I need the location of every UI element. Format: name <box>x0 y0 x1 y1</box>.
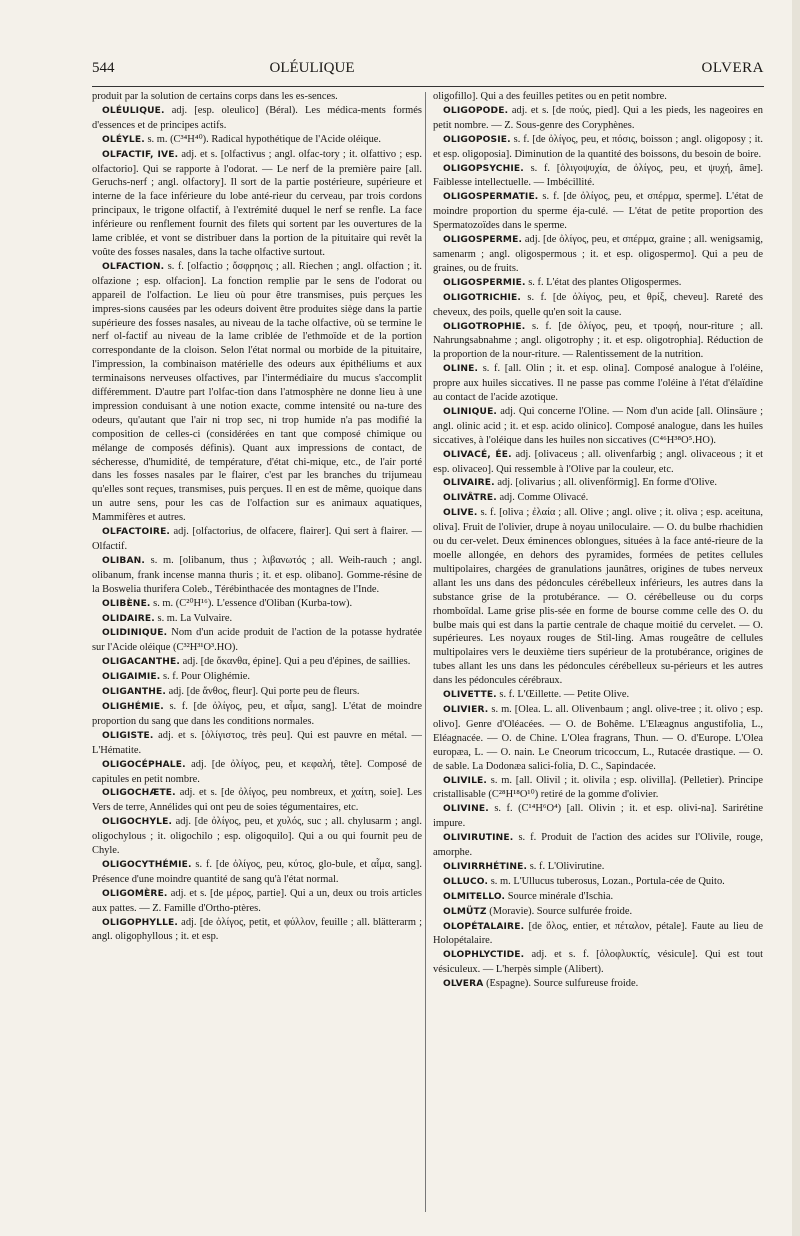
dictionary-entry <box>433 688 763 703</box>
entry-headword: OLIGANTHE. <box>102 687 167 698</box>
dictionary-entry <box>433 802 763 831</box>
entry-text: adj. [de ὀλίγος, peu, et σπέρμα, graine ; all. wenigsamig, samenarm ; angl. oligospermous ; it. et esp. oligospermo]. Qui a peu de graines, ou de fruits. <box>433 234 763 274</box>
entry-headword: OLIVIER. <box>443 704 489 715</box>
entry-text: adj. et s. [de πούς, pied]. Qui a les pieds, les nageoires en petit nombre. — Z. Sous-genre des Coryphènes. <box>433 104 763 131</box>
entry-text: adj. et s. [de ὀλίγος, peu nombreux, et χαίτη, soie]. Les Vers de terre, Annélides qui ont peu de soies tégumentaires, etc. <box>92 787 422 814</box>
entry-headword: OLIVE. <box>443 508 478 519</box>
entry-headword: OLIGOTROPHIE. <box>443 321 526 332</box>
entry-headword: OLIVACÉ, ÉE. <box>443 449 512 460</box>
entry-headword: OLIGOPOSIE. <box>443 134 511 145</box>
dictionary-entry <box>433 291 763 320</box>
entry-text: s. f. [de ὀλίγος, peu, et θρίξ, cheveu]. Rareté des cheveux, des poils, quelle qu'en soit la cause. <box>433 291 763 318</box>
dictionary-entry <box>433 448 763 477</box>
entry-text: adj. et s. [olfactivus ; angl. olfac-tory ; it. olfattivo ; esp. olfactorio]. Qui se rapporte à l'odorat. — Le nerf de la première paire [all. Geruchs-nerf ; angl. olfactory]. Il sort de la partie postérieure, supérieure et interne de la face inférieure du lobe anté-rieur du cerveau, par trois cordons principaux, le trigone olfactif, à l'extrémité duquel le nerf se renfle. La face inférieure ou renflement fournit des filets qui sortent par les ouvertures de la lame criblée, et vont se distribuer dans la portion de la pituitaire qui revêt la voûte des fosses nasales, dans la tache olfactive surtout. <box>92 148 422 258</box>
dictionary-entry <box>433 860 763 875</box>
right-column <box>433 90 763 992</box>
entry-text: adj. [de ὀλίγος, peu, et κεφαλή, tête]. Composé de capitules en petit nombre. <box>92 758 422 785</box>
dictionary-entry <box>433 320 763 363</box>
entry-headword: OLIVIRUTINE. <box>443 833 514 844</box>
dictionary-entry <box>433 831 763 860</box>
entry-text: s. f. [de ὀλίγος, peu, et πόσις, boisson ; angl. oligoposy ; it. et esp. oligoposia]. Diminution de la quantité des boissons, du besoin de boire. <box>433 133 763 160</box>
entry-headword: OLMITELLO. <box>443 891 506 902</box>
entry-text: s. f. [ὀλιγοψυχία, de ὀλίγος, peu, et ψυχή, âme]. Faiblesse intellectuelle. — Imbécillité. <box>433 162 763 189</box>
entry-headword: OLIGOCHYLE. <box>102 817 173 828</box>
dictionary-entry <box>433 948 763 977</box>
dictionary-entry <box>92 758 422 787</box>
entry-headword: OLIGOSPERME. <box>443 235 523 246</box>
entry-text: s. f. [de ὀλίγος, peu, et σπέρμα, sperme]. L'état de moindre proportion du sperme éja-culé. — L'état de petite proportion des Spermatozoïdes dans le sperme. <box>433 191 763 232</box>
dictionary-entry <box>433 476 763 491</box>
entry-headword: OLFACTOIRE. <box>102 527 171 538</box>
entry-headword: OLIGOPHYLLE. <box>102 917 179 928</box>
dictionary-entry <box>433 233 763 276</box>
header-rule <box>92 86 764 87</box>
entry-text: [de ὅλος, entier, et πέταλον, pétale]. Faute au lieu de Holopétalaire. <box>433 920 763 947</box>
entry-headword: OLIGHÉMIE. <box>102 701 164 712</box>
entry-text: s. m. [Olea. L. all. Olivenbaum ; angl. olive-tree ; it. olivo ; esp. olivo]. Genre d'Oléacées. — O. de Bohême. L'Elæagnus angustifolia, L., Eléagnacée. — O. de Chine. L'Olea fragrans, Thun. — O. d'Europe. L'Olea europæa, L. — O. nain. Le Cneorum tricoccum, L., Rutacée drastique. — O. de sable. La Dodonæa salici-folia, D. C., Sapindacée. <box>433 703 763 772</box>
dictionary-entry <box>92 858 422 887</box>
entry-headword: OLIGOSPERMATIE. <box>443 192 539 203</box>
dictionary-entry <box>92 729 422 758</box>
dictionary-entry <box>92 104 422 133</box>
dictionary-entry <box>92 525 422 554</box>
dictionary-entry <box>433 977 763 992</box>
entry-headword: OLIVETTE. <box>443 690 497 701</box>
entry-headword: OLIBÈNE. <box>102 598 151 609</box>
dictionary-entry <box>433 890 763 905</box>
entry-headword: OLINIQUE. <box>443 406 498 417</box>
dictionary-entry <box>433 276 763 291</box>
dictionary-entry <box>92 685 422 700</box>
dictionary-entry <box>433 362 763 405</box>
entry-headword: OLLUCO. <box>443 876 489 887</box>
entry-text: adj. [de ὀλίγος, peu, et χυλός, suc ; all. chylusarm ; angl. oligochylous ; it. oligochilo ; esp. oligoquilo]. Qui a ou qui fournit peu de Chyle. <box>92 816 422 857</box>
entry-text: adj. [esp. oleulico] (Béral). Les médica-ments formés d'essences et de principes actifs. <box>92 104 422 131</box>
entry-text: adj. [olfactorius, de olfacere, flairer]. Qui sert à flairer. — Olfactif. <box>92 526 422 552</box>
entry-text: Nom d'un acide produit de l'action de la potasse hydratée sur l'Acide oléique (C³²H³¹O³.HO). <box>92 627 422 654</box>
entry-text: s. m. [olibanum, thus ; λιβανωτός ; all. Weih-rauch ; angl. olibanum, frank incense manna thuris ; it. et esp. olibano]. Gomme-résine de la Boswelia thurifera Coleb., Térébinthacée des montagnes de l'Inde. <box>92 554 422 595</box>
dictionary-entry <box>92 597 422 612</box>
entry-text: adj. [de ὄκανθα, épine]. Qui a peu d'épines, de saillies. <box>180 656 411 668</box>
entry-text: produit par la solution de certains corps dans les es-sences. <box>92 91 338 102</box>
entry-text: adj. [olivarius ; all. olivenförmig]. En forme d'Olive. <box>494 477 717 489</box>
entry-text: s. f. [oliva ; ἐλαία ; all. Olive ; angl. olive ; it. oliva ; esp. aceituna, oliva]. Fruit de l'olivier, drupe à noyau uniloculaire. — O. du bulbe rhachidien ou du cer-velet. Deux éminences oblongues, situées à la face anté-rieure de la moelle allongée, en dehors des pyramides, formées de petites cellules multipolaires, chargées de granulations jaunâtres, origines de tubes nerveux allant les uns dans des pédoncules cérébelleux inférieurs, les autres dans la substance grise de la protubérance. — O. cérébelleuse ou du corps rhomboïdal. Lame grise plis-sée en forme de bourse comme celle des O. du bulbe mais qui est dans la partie centrale de chaque moitié du cervelet. — O. supérieures. Les noyaux rouges de Stil-ling. Amas rougeâtre de cellules multipolaires vers le deuxième tiers supérieur de la protubérance, origines de tubes allant les uns dans les pédoncules cérébelleux su-périeurs et les autres dans les pédoncules cérébraux. <box>433 507 763 687</box>
dictionary-entry <box>433 405 763 448</box>
entry-text: s. m. [all. Olivil ; it. olivila ; esp. olivilla]. (Pelletier). Principe cristallisable (C²⁸H¹⁸O¹⁰) retiré de la gomme d'olivier. <box>433 774 763 801</box>
dictionary-entry <box>433 875 763 890</box>
entry-text: oligofillo]. Qui a des feuilles petites ou en petit nombre. <box>433 91 667 102</box>
dictionary-entry <box>92 700 422 729</box>
dictionary-entry <box>433 905 763 920</box>
entry-headword: OLIDAIRE. <box>102 613 155 624</box>
entry-headword: OLIGISTE. <box>102 730 154 741</box>
dictionary-entry <box>433 190 763 233</box>
entry-text: adj. et s. [ὀλίγιστος, très peu]. Qui est pauvre en métal. — L'Hématite. <box>92 729 422 756</box>
left-column <box>92 90 422 944</box>
entry-text: (Moravie). Source sulfurée froide. <box>486 905 633 917</box>
dictionary-entry <box>433 162 763 191</box>
entry-headword: OLVERA <box>443 979 484 990</box>
entry-headword: OLIGACANTHE. <box>102 657 181 668</box>
entry-headword: OLOPÉTALAIRE. <box>443 921 525 932</box>
dictionary-entry <box>433 491 763 506</box>
dictionary-entry <box>92 626 422 655</box>
dictionary-entry <box>92 670 422 685</box>
dictionary-entry <box>92 133 422 148</box>
entry-headword: OLMÜTZ <box>443 906 487 917</box>
entry-text: s. f. [de ὀλίγος, peu, et αἷμα, sang]. L'état de moindre proportion du sang que dans les conditions normales. <box>92 700 422 727</box>
entry-text: adj. et s. f. [ὁλοφλυκτίς, vésicule]. Qui est tout vésiculeux. — L'herpès simple (Alibert). <box>433 949 763 976</box>
entry-text: s. f. [olfactio ; ὄσφρησις ; all. Riechen ; angl. olfaction ; it. olfazione ; esp. olfacion]. La fonction remplie par le sens de l'odorat ou appareil de l'olfaction. Le lieu où pour être transmises, puis perçues les impres-sions causées par les odeurs doivent être produites siège dans la partie supérieure des fosses nasales, au niveau de la tache olfactive, où se termine le nerf ol-factif au niveau de la lame criblée de l'ethmoïde et de la portion correspondante de la cloison. Selon l'état normal ou morbide de la pituitaire, l'impression, la combinaison matérielle des odeurs aux épithéliums et aux terminaisons nerveuses olfactives, par l'intermédiaire du mucus s'accomplit différemment. D'autre part l'olfac-tion dans l'atmosphère ne donne lieu à une impression conduisant à une notion exacte, comme intensité ou na-ture des odeurs, qu'autant que l'air ni trop sec, ni trop humide n'a pas modifié la composition de celles-ci (considérées en tant que composé chimique ou mélange de composés définis). Quant aux impressions de contact, de sécheresse, d'humidité, de température, d'état chi-mique, etc., de l'air porté dans les fosses nasales par le flairer, c'est par les branches du trijumeau qu'elles sont reçues, transmises, puis perçues. Il en est de même, quoique dans un autre sens, pour les cas de l'olfaction sur es animaux aquatiques, Mammifères et autres. <box>92 260 422 524</box>
entry-headword: OLOPHLYCTIDE. <box>443 950 525 961</box>
entry-text: s. f. L'Olivirutine. <box>527 860 605 872</box>
entry-text: s. f. [de ὀλίγος, peu, κύτος, glo-bule, et αἷμα, sang]. Présence d'une moindre quantité de sang qu'à l'état normal. <box>92 858 422 885</box>
header-left-word: OLÉULIQUE <box>269 60 355 76</box>
entry-headword: OLFACTION. <box>102 261 165 272</box>
entry-text: s. m. (C²⁰H¹⁶). L'essence d'Oliban (Kurba-tow). <box>150 597 353 609</box>
entry-headword: OLÉYLE. <box>102 134 145 145</box>
running-header <box>92 58 764 84</box>
entry-headword: OLIBAN. <box>102 555 145 566</box>
entry-headword: OLIVAIRE. <box>443 478 495 489</box>
entry-text: s. m. (C³⁴H⁴⁰). Radical hypothétique de l'Acide oléique. <box>144 133 382 145</box>
entry-headword: OLIVIRRHÉTINE. <box>443 861 528 872</box>
entry-headword: OLIGOMÈRE. <box>102 888 168 899</box>
entry-text: s. f. (C¹⁴H⁶O⁴) [all. Olivin ; it. et esp. olivi-na]. Sarirétine impure. <box>433 803 763 830</box>
entry-text: s. f. [de ὀλίγος, peu, et τροφή, nour-riture ; all. Nahrungsabnahme ; angl. oligotrophy ; it. et esp. oligotrophia]. Réduction de la proportion de la nour-riture. — Ralentissement de la nutrition. <box>433 320 763 361</box>
dictionary-entry <box>92 786 422 815</box>
entry-text: adj. [de ὀλίγος, petit, et φύλλον, feuille ; all. blätterarm ; angl. oligophyllous ; it. et esp. <box>92 916 422 943</box>
entry-headword: OLIVÂTRE. <box>443 493 497 504</box>
entry-headword: OLIGOCYTHÉMIE. <box>102 859 192 870</box>
dictionary-entry <box>433 774 763 803</box>
entry-headword: OLIDINIQUE. <box>102 628 168 639</box>
entry-headword: OLINE. <box>443 364 479 375</box>
entry-headword: OLIVILE. <box>443 775 487 786</box>
entry-headword: OLIGOSPERMIE. <box>443 277 526 288</box>
entry-text: (Espagne). Source sulfureuse froide. <box>483 978 639 990</box>
entry-headword: OLIGOTRICHIE. <box>443 292 521 303</box>
entry-text: Source minérale d'Ischia. <box>505 890 614 902</box>
entry-text: adj. Comme Olivacé. <box>496 492 589 504</box>
page-number: 544 <box>92 60 115 76</box>
entry-text: s. f. Produit de l'action des acides sur l'Olivile, rouge, amorphe. <box>433 832 763 859</box>
entry-headword: OLFACTIF, IVE. <box>102 149 179 160</box>
dictionary-entry <box>92 90 422 104</box>
dictionary-entry <box>433 703 763 774</box>
entry-text: adj. Qui concerne l'Oline. — Nom d'un acide [all. Olinsäure ; angl. olinic acid ; it. et esp. acido olinico]. Composé analogue, dans les huiles siccatives, à l'oléique dans les huiles non siccatives (C⁴⁶H³⁸O⁵.HO). <box>433 405 763 446</box>
page-edge <box>792 0 800 1236</box>
entry-text: adj. [olivaceus ; all. olivenfarbig ; angl. olivaceous ; it et esp. olivaceo]. Qui ressemble à l'Olive par la couleur, etc. <box>433 448 763 475</box>
dictionary-entry <box>433 90 763 104</box>
dictionary-entry <box>433 104 763 133</box>
entry-text: s. f. [all. Olin ; it. et esp. olina]. Composé analogue à l'oléine, propre aux huiles siccatives. Il ne passe pas comme l'oléine à l'état d'élaïdine au contact de l'acide azotique. <box>433 363 763 404</box>
entry-text: s. f. L'état des plantes Oligospermes. <box>525 276 682 288</box>
entry-text: s. f. Pour Olighémie. <box>160 671 250 683</box>
dictionary-entry <box>92 887 422 916</box>
entry-headword: OLIGOCÉPHALE. <box>102 759 186 770</box>
entry-headword: OLIGOPODE. <box>443 105 509 116</box>
dictionary-entry <box>92 655 422 670</box>
header-right-word: OLVERA <box>701 60 764 76</box>
dictionary-entry <box>433 920 763 949</box>
entry-headword: OLÉULIQUE. <box>102 105 165 116</box>
entry-text: s. m. L'Ullucus tuberosus, Lozan., Portula-cée de Quito. <box>488 875 725 887</box>
dictionary-entry <box>92 612 422 627</box>
dictionary-entry <box>433 133 763 162</box>
dictionary-entry <box>92 148 422 260</box>
entry-headword: OLIVINE. <box>443 804 489 815</box>
entry-text: adj. [de ἄνθος, fleur]. Qui porte peu de fleurs. <box>166 686 360 698</box>
entry-headword: OLIGAIMIE. <box>102 672 161 683</box>
dictionary-entry <box>433 506 763 688</box>
dictionary-entry <box>92 815 422 858</box>
entry-text: adj. et s. [de μέρος, partie]. Qui a un, deux ou trois articles aux pattes. — Z. Famille d'Ortho-ptères. <box>92 887 422 914</box>
column-divider <box>425 92 426 1212</box>
entry-text: s. f. L'Œillette. — Petite Olive. <box>496 689 630 701</box>
entry-text: s. m. La Vulvaire. <box>154 612 233 624</box>
dictionary-entry <box>92 916 422 945</box>
dictionary-entry <box>92 554 422 597</box>
dictionary-entry <box>92 260 422 525</box>
entry-headword: OLIGOPSYCHIE. <box>443 163 524 174</box>
entry-headword: OLIGOCHÆTE. <box>102 788 176 799</box>
